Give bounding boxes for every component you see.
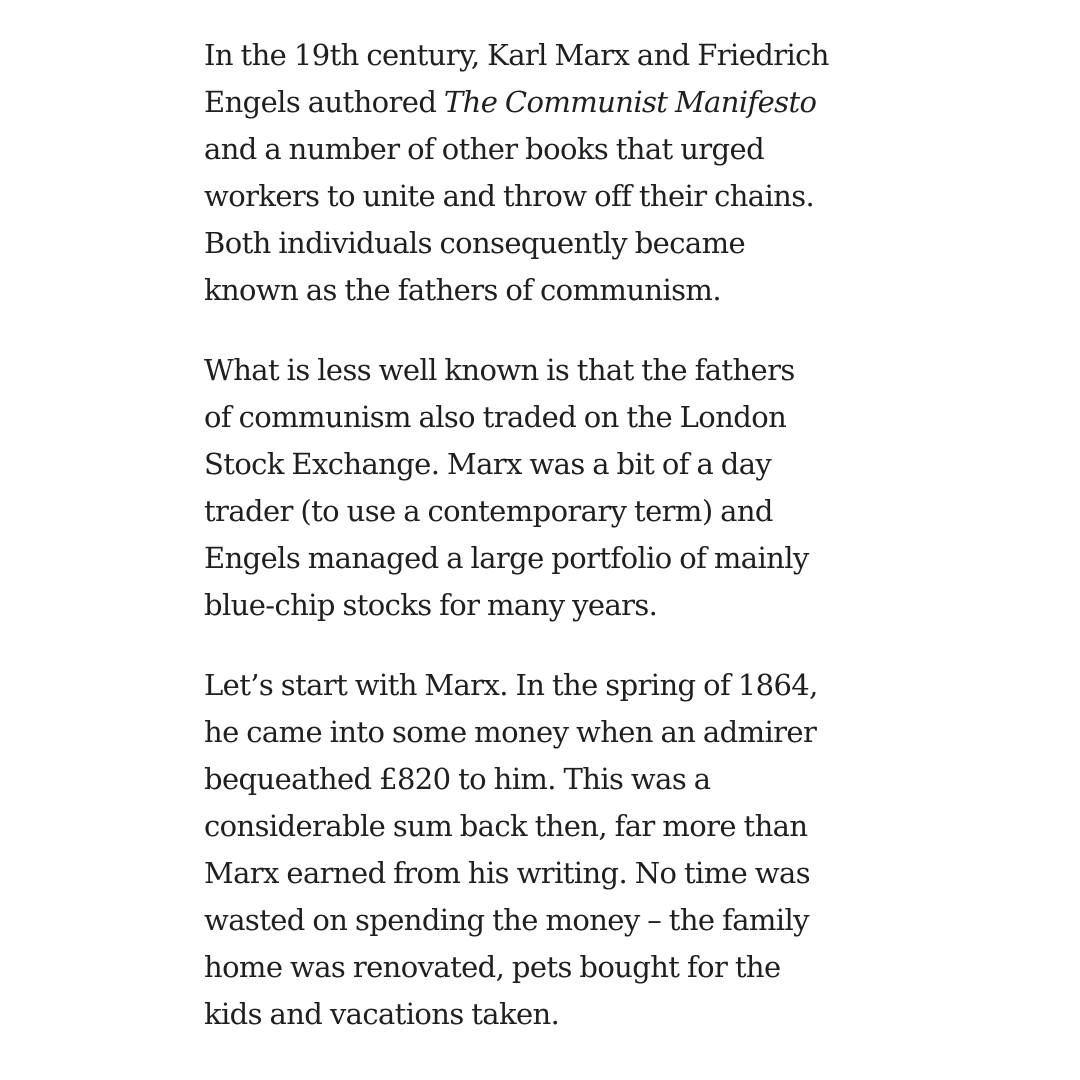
paragraph-intro [204,32,829,314]
text-line: trader (to use a contemporary term) and [204,494,773,528]
text-line: known as the fathers of communism. [204,273,721,307]
text-line: In the 19th century, Karl Marx and Friedrich [204,38,829,72]
text-line: Let’s start with Marx. In the spring of 1864, [204,668,818,702]
text-line: kids and vacations taken. [204,997,560,1031]
text-fragment: Engels authored [204,85,444,119]
text-line: Stock Exchange. Marx was a bit of a day [204,447,772,481]
text-line: bequeathed £820 to him. This was a [204,762,711,796]
text-line: What is less well known is that the fathers [204,353,795,387]
text-line: workers to unite and throw off their chains. [204,179,815,213]
text-line: he came into some money when an admirer [204,715,817,749]
text-line: Engels managed a large portfolio of mainly [204,541,809,575]
text-line: and a number of other books that urged [204,132,765,166]
text-line: considerable sum back then, far more than [204,809,808,843]
text-line [204,79,824,126]
text-line: of communism also traded on the London [204,400,787,434]
paragraph-marx [204,662,824,1038]
text-line: home was renovated, pets bought for the [204,950,781,984]
text-line: Both individuals consequently became [204,226,746,260]
text-line: blue-chip stocks for many years. [204,588,658,622]
paragraph-trading [204,347,824,629]
book-title: The Communist Manifesto [443,85,817,119]
text-line: wasted on spending the money – the family [204,903,809,937]
article-body [204,32,829,1071]
text-line: Marx earned from his writing. No time was [204,856,811,890]
